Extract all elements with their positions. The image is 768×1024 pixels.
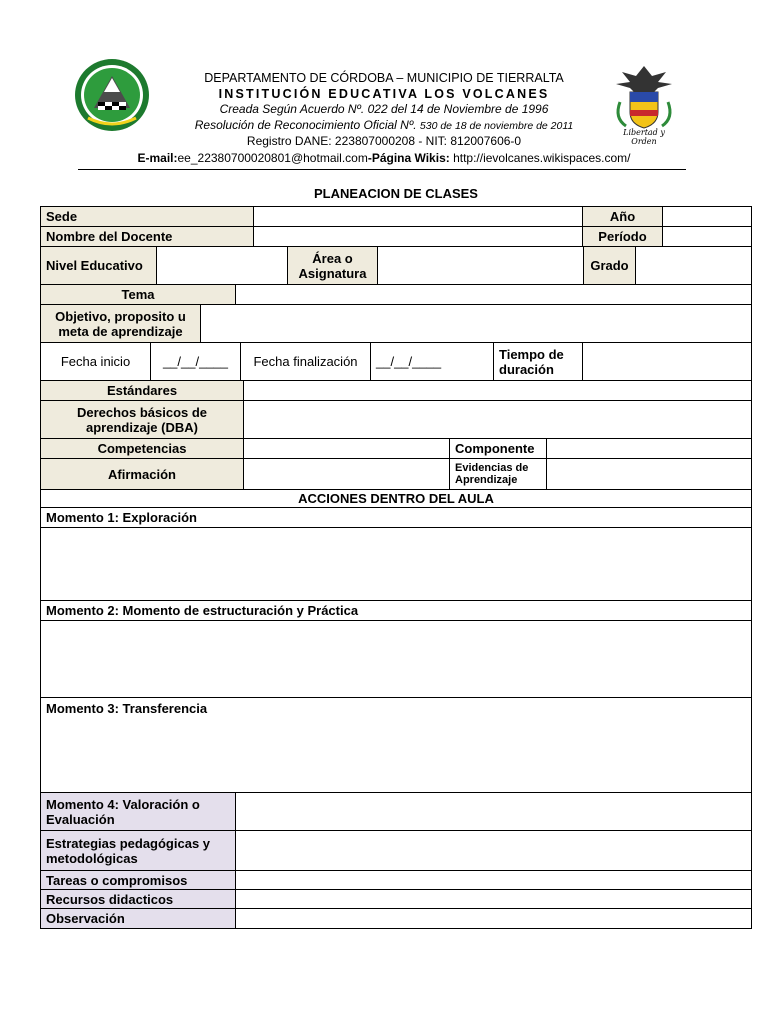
section-acciones: ACCIONES DENTRO DEL AULA	[298, 491, 494, 506]
row-estrategias	[40, 830, 752, 870]
row-fechas	[40, 342, 752, 380]
row-nivel	[40, 246, 752, 284]
label-recursos: Recursos didacticos	[41, 890, 236, 908]
label-sede: Sede	[41, 207, 254, 226]
label-periodo: Período	[583, 227, 663, 246]
row-estandares	[40, 380, 752, 400]
input-fecha-fin[interactable]: __/__/____	[371, 343, 494, 380]
wiki-label: -Página Wikis:	[367, 151, 454, 165]
row-competencias	[40, 438, 752, 458]
email-label: E-mail:	[137, 151, 178, 165]
label-docente: Nombre del Docente	[41, 227, 254, 246]
label-competencias: Competencias	[41, 439, 244, 458]
row-momento3[interactable]	[40, 697, 752, 792]
label-estrategias: Estrategias pedagógicas y metodológicas	[41, 831, 236, 870]
institution-name: INSTITUCIÓN EDUCATIVA LOS VOLCANES	[218, 87, 550, 101]
label-area: Área o Asignatura	[288, 247, 378, 284]
label-anio: Año	[583, 207, 663, 226]
input-tema[interactable]	[236, 285, 751, 304]
row-acciones	[40, 489, 752, 507]
header-divider	[78, 169, 686, 170]
resolution-detail: 530 de 18 de noviembre de 2011	[419, 120, 574, 132]
row-momento2-label	[40, 600, 752, 620]
class-planning-form	[40, 206, 752, 929]
school-seal-logo	[74, 58, 150, 132]
input-recursos[interactable]	[236, 890, 751, 908]
input-tareas[interactable]	[236, 871, 751, 889]
label-estandares: Estándares	[41, 381, 244, 400]
contact-line	[100, 151, 668, 165]
input-periodo[interactable]	[663, 227, 751, 246]
label-tiempo: Tiempo de duración	[494, 343, 583, 380]
input-tiempo[interactable]	[583, 343, 751, 380]
row-tareas	[40, 870, 752, 889]
label-momento1: Momento 1: Exploración	[46, 510, 197, 525]
label-dba: Derechos básicos de aprendizaje (DBA)	[41, 401, 244, 438]
row-observacion	[40, 908, 752, 929]
input-nivel[interactable]	[157, 247, 288, 284]
label-observacion: Observación	[41, 909, 236, 928]
label-momento4: Momento 4: Valoración o Evaluación	[41, 793, 236, 830]
label-fecha-inicio: Fecha inicio	[41, 343, 151, 380]
wiki-link[interactable]: http://ievolcanes.wikispaces.com/	[453, 151, 631, 165]
label-componente: Componente	[450, 439, 547, 458]
input-fecha-inicio[interactable]: __/__/____	[151, 343, 241, 380]
input-docente[interactable]	[254, 227, 583, 246]
input-momento1[interactable]	[40, 527, 752, 600]
row-tema	[40, 284, 752, 304]
label-tema: Tema	[41, 285, 236, 304]
motto-text: Libertad y Orden	[623, 128, 665, 146]
input-objetivo[interactable]	[201, 305, 751, 342]
label-nivel: Nivel Educativo	[41, 247, 157, 284]
creation-agreement: Creada Según Acuerdo Nº. 022 del 14 de Noviembre de 1996	[219, 102, 549, 116]
label-grado: Grado	[584, 247, 636, 284]
input-sede[interactable]	[254, 207, 583, 226]
email-value[interactable]: ee_22380700020801@hotmail.com	[177, 151, 368, 165]
row-dba	[40, 400, 752, 438]
row-recursos	[40, 889, 752, 908]
department-line: DEPARTAMENTO DE CÓRDOBA – MUNICIPIO DE TIERRALTA	[204, 71, 564, 85]
form-title: PLANEACION DE CLASES	[314, 186, 478, 201]
document-header	[0, 0, 768, 172]
row-afirmacion	[40, 458, 752, 489]
row-sede	[40, 206, 752, 226]
input-momento4[interactable]	[236, 793, 751, 830]
label-afirmacion: Afirmación	[41, 459, 244, 489]
row-momento1-label	[40, 507, 752, 527]
label-momento2: Momento 2: Momento de estructuración y Práctica	[46, 603, 359, 618]
input-evidencias[interactable]	[547, 459, 751, 489]
input-dba[interactable]	[244, 401, 751, 438]
input-observacion[interactable]	[236, 909, 751, 928]
resolution-line	[150, 118, 618, 132]
input-momento2[interactable]	[40, 620, 752, 697]
input-componente[interactable]	[547, 439, 751, 458]
input-estandares[interactable]	[244, 381, 751, 400]
label-tareas: Tareas o compromisos	[41, 871, 236, 889]
input-afirmacion[interactable]	[244, 459, 450, 489]
input-area[interactable]	[378, 247, 584, 284]
registry-line: Registro DANE: 223807000208 - NIT: 812007606-0	[246, 134, 522, 148]
row-objetivo	[40, 304, 752, 342]
label-fecha-fin: Fecha finalización	[241, 343, 371, 380]
label-evidencias: Evidencias de Aprendizaje	[450, 459, 547, 489]
label-objetivo: Objetivo, proposito u meta de aprendizaje	[41, 305, 201, 342]
input-estrategias[interactable]	[236, 831, 751, 870]
resolution-prefix: Resolución de Reconocimiento Oficial Nº.	[194, 118, 420, 132]
row-docente	[40, 226, 752, 246]
input-grado[interactable]	[636, 247, 751, 284]
input-anio[interactable]	[663, 207, 751, 226]
label-momento3: Momento 3: Transferencia	[46, 700, 208, 716]
row-momento4	[40, 792, 752, 830]
input-competencias[interactable]	[244, 439, 450, 458]
